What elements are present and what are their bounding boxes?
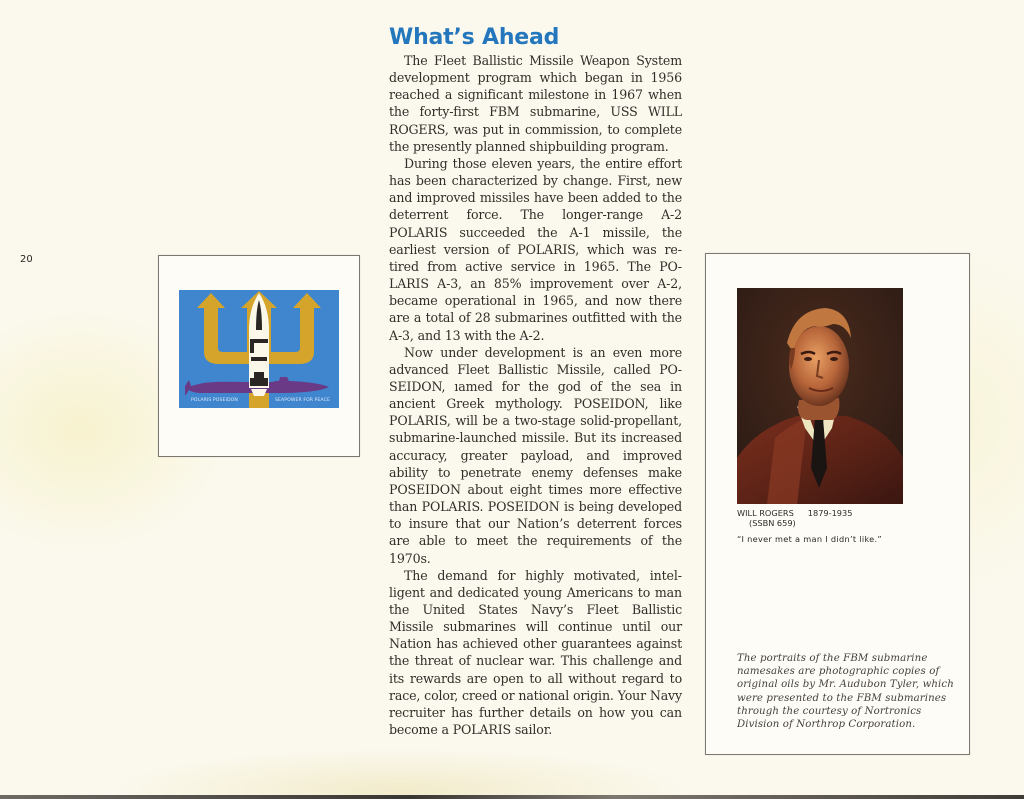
article-paragraph: Now under development is an even more advanced Fleet Ballistic Missile, called POSEIDON, ıamed for the god of the sea in ancient Greek mythology. POSEIDON, like POLARIS, will be a two-stage solid-propellant, submarine-launched missile. But its increased accuracy, greater payload, and improved ability to penetrate enemy defenses make POSEIDON about eight times more effective than POLARIS. POSEIDON is being developed to insure that our Nation’s deterrent forces are able to meet the requirements of the 1970s. bbox=[389, 344, 682, 566]
page-bottom-edge bbox=[0, 795, 1024, 799]
portrait-caption bbox=[737, 508, 947, 544]
article-title: What’s Ahead bbox=[389, 25, 560, 50]
portrait-hull-number: (SSBN 659) bbox=[749, 518, 796, 528]
emblem-right-label: SEAPOWER FOR PEACE bbox=[275, 398, 330, 403]
article-paragraph: During those eleven years, the entire effort has been characterized by change. First, new and improved missiles have been added to the deterrent force. The longer-range A-2 POLARIS succeeded the A-1 missile, the earliest version of POLARIS, which was retired from active service in 1965. The POLARIS A-3, an 85% improvement over A-2, became operational in 1965, and now there are a total of 28 submarines outfitted with the A-3, and 13 with the A-2. bbox=[389, 155, 682, 343]
portrait-name: WILL ROGERS bbox=[737, 508, 794, 518]
portrait-years: 1879-1935 bbox=[807, 508, 853, 518]
article bbox=[389, 24, 682, 738]
page-number: 20 bbox=[20, 254, 33, 265]
portrait-quote: “I never met a man I didn’t like.” bbox=[737, 534, 882, 544]
emblem-frame bbox=[158, 255, 360, 457]
credit-note: The portraits of the FBM submarine namesakes are photographic copies of original oils by Mr. Audubon Tyler, which were presented to the FBM submarines through the courtesy of Nortronics Division of Northrop Corporation. bbox=[737, 653, 954, 731]
article-paragraph: The Fleet Ballistic Missile Weapon System development program which began in 1956 reached a significant milestone in 1967 when the forty-first FBM submarine, USS WILL ROGERS, was put in commission, to complete the presently planned shipbuilding program. bbox=[389, 53, 682, 154]
article-paragraph: The demand for highly motivated, intelligent and dedicated young Americans to man the United States Navy’s Fleet Ballistic Missile submarines will continue until our Nation has achieved other guarantees against the threat of nuclear war. This challenge and its rewards are open to all without regard to race, color, creed or national origin. Your Navy recruiter has further details on how you can become a POLARIS sailor. bbox=[389, 567, 682, 738]
will-rogers-portrait-icon bbox=[737, 288, 903, 504]
trident-missile-emblem-icon bbox=[179, 290, 339, 408]
emblem-left-label: POLARIS POSEIDON bbox=[191, 398, 238, 403]
portrait-frame bbox=[705, 253, 970, 755]
